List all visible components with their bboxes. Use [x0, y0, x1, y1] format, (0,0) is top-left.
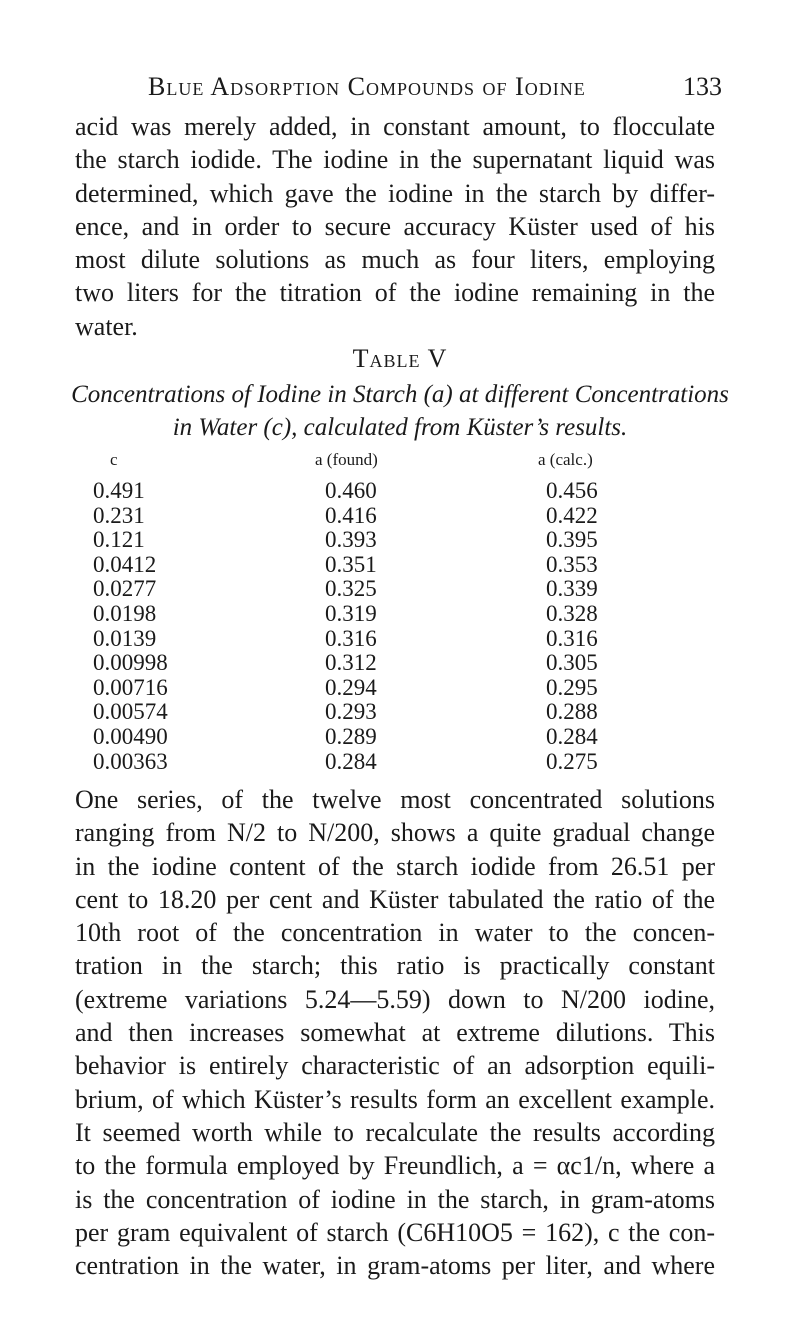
text-line: and then increases somewhat at extreme dilutions. This — [75, 1018, 715, 1048]
text-line: 10th root of the concentration in water to the concen- — [75, 918, 715, 948]
text-line: It seemed worth while to recalculate the results according — [75, 1117, 715, 1147]
cell-a-found: 0.312 — [325, 650, 377, 676]
text-line: One series, of the twelve most concentrated solutions — [75, 785, 715, 814]
cell-a-calc: 0.275 — [546, 748, 598, 774]
table-row — [75, 601, 715, 626]
text-line: in the iodine content of the starch iodide from 26.51 per — [75, 851, 715, 881]
column-header-a-found: a (found) — [315, 450, 378, 469]
cell-a-calc: 0.305 — [546, 650, 598, 676]
cell-a-calc: 0.456 — [546, 478, 598, 503]
paragraph-1 — [75, 110, 715, 343]
cell-a-found: 0.460 — [325, 478, 377, 503]
cell-c: 0.00363 — [93, 748, 168, 774]
running-title: Blue Adsorption Compounds of Iodine — [148, 72, 586, 101]
cell-c: 0.0277 — [93, 576, 157, 602]
cell-c: 0.00998 — [93, 650, 168, 676]
table-row — [75, 749, 715, 774]
table-body — [75, 478, 715, 773]
column-header-c: c — [110, 450, 118, 469]
cell-a-calc: 0.316 — [546, 625, 598, 651]
table-header-row — [75, 450, 715, 478]
table-row — [75, 503, 715, 528]
cell-a-calc: 0.328 — [546, 600, 598, 626]
cell-a-found: 0.325 — [325, 576, 377, 602]
caption-line: Concentrations of Iodine in Starch (a) at different Concentrations — [71, 381, 729, 408]
table-row — [75, 576, 715, 601]
cell-c: 0.0139 — [93, 625, 157, 651]
text-line: tration in the starch; this ratio is practically constant — [75, 951, 715, 981]
cell-c: 0.121 — [93, 527, 145, 553]
cell-a-calc: 0.395 — [546, 527, 598, 553]
text-line: ranging from N/2 to N/200, shows a quite gradual change — [75, 818, 715, 848]
running-head — [0, 58, 800, 106]
text-line: cent to 18.20 per cent and Küster tabulated the ratio of the — [75, 884, 715, 914]
text-line: acid was merely added, in constant amount, to flocculate — [75, 112, 715, 141]
text-line: the starch iodide. The iodine in the supernatant liquid was — [75, 145, 715, 175]
cell-a-found: 0.284 — [325, 748, 377, 774]
text-line: most dilute solutions as much as four liters, employing — [75, 245, 715, 275]
column-header-a-calc: a (calc.) — [538, 450, 593, 469]
cell-a-found: 0.416 — [325, 502, 377, 528]
cell-a-calc: 0.295 — [546, 674, 598, 700]
text-line: is the concentration of iodine in the starch, in gram-atoms — [75, 1184, 715, 1214]
table-row — [75, 699, 715, 724]
cell-a-found: 0.319 — [325, 600, 377, 626]
cell-c: 0.00490 — [93, 723, 168, 749]
text-line: centration in the water, in gram-atoms per liter, and where — [75, 1251, 715, 1281]
cell-a-found: 0.351 — [325, 551, 377, 577]
page-number: 133 — [683, 72, 722, 101]
cell-c: 0.231 — [93, 502, 145, 528]
cell-a-calc: 0.284 — [546, 723, 598, 749]
text-line: determined, which gave the iodine in the starch by differ- — [75, 178, 715, 208]
text-line: brium, of which Küster’s results form an excellent example. — [75, 1084, 715, 1114]
table-title: Table V — [352, 344, 448, 373]
table-caption — [0, 378, 800, 444]
cell-a-calc: 0.422 — [546, 502, 598, 528]
cell-c: 0.0412 — [93, 551, 157, 577]
text-line: behavior is entirely characteristic of an adsorption equili- — [75, 1051, 715, 1081]
cell-a-found: 0.393 — [325, 527, 377, 553]
cell-a-calc: 0.353 — [546, 551, 598, 577]
table-row — [75, 675, 715, 700]
text-line: (extreme variations 5.24—5.59) down to N/200 iodine, — [75, 984, 715, 1014]
cell-c: 0.0198 — [93, 600, 157, 626]
table-row — [75, 527, 715, 552]
text-line: two liters for the titration of the iodine remaining in the — [75, 278, 715, 308]
text-line: ence, and in order to secure accuracy Küster used of his — [75, 211, 715, 241]
cell-a-found: 0.289 — [325, 723, 377, 749]
cell-c: 0.00716 — [93, 674, 168, 700]
paragraph-2 — [75, 783, 715, 1282]
table-row — [75, 724, 715, 749]
cell-c: 0.491 — [93, 478, 145, 503]
cell-a-found: 0.294 — [325, 674, 377, 700]
caption-line: in Water (c), calculated from Küster’s results. — [172, 414, 628, 441]
cell-a-calc: 0.288 — [546, 699, 598, 725]
cell-a-found: 0.316 — [325, 625, 377, 651]
table-row — [75, 552, 715, 577]
data-table — [75, 450, 715, 773]
cell-a-found: 0.293 — [325, 699, 377, 725]
cell-a-calc: 0.339 — [546, 576, 598, 602]
table-row — [75, 650, 715, 675]
text-line: to the formula employed by Freundlich, a = αc1/n, where a — [75, 1151, 715, 1181]
cell-c: 0.00574 — [93, 699, 168, 725]
text-line: per gram equivalent of starch (C6H10O5 = 162), c the con- — [75, 1217, 715, 1247]
table-row — [75, 478, 715, 503]
table-row — [75, 626, 715, 651]
text-line: water. — [75, 311, 138, 341]
